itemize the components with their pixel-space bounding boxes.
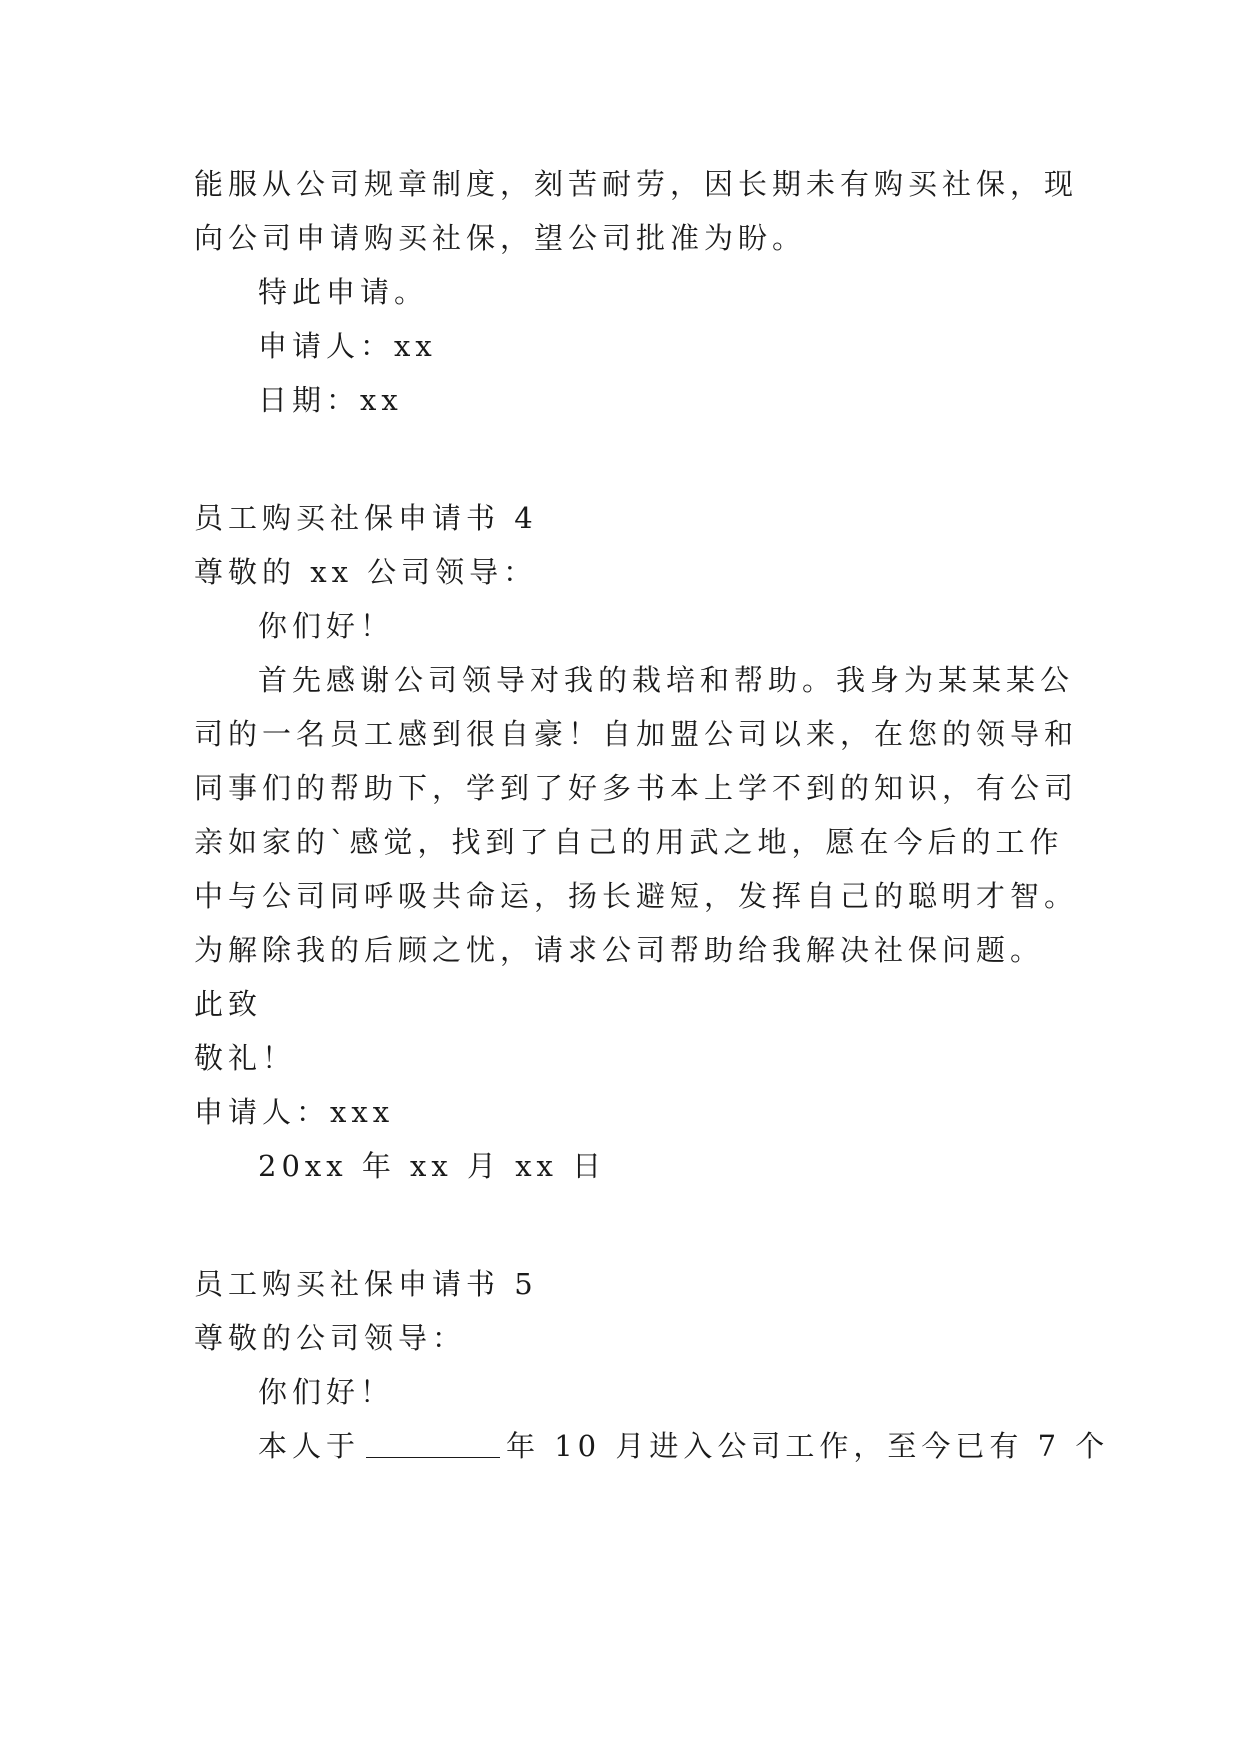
- body-line: 同事们的帮助下，学到了好多书本上学不到的知识，有公司: [194, 771, 1079, 805]
- closing-text: 敬礼！: [194, 1041, 297, 1075]
- greeting: 你们好！: [258, 1375, 395, 1409]
- date-line: 日期：xx: [258, 383, 403, 417]
- body-line: 向公司申请购买社保，望公司批准为盼。: [194, 221, 807, 255]
- section-title: 员工购买社保申请书 4: [194, 501, 538, 535]
- body-line: 司的一名员工感到很自豪！自加盟公司以来，在您的领导和: [194, 717, 1079, 751]
- greeting: 你们好！: [258, 609, 395, 643]
- body-prefix: 本人于: [258, 1429, 361, 1463]
- applicant-line: 申请人：xxx: [194, 1095, 395, 1129]
- fill-in-blank: [366, 1431, 500, 1458]
- body-suffix: 年 10 月进入公司工作，至今已有 7 个: [506, 1429, 1110, 1463]
- closing-text: 此致: [194, 987, 263, 1021]
- body-line: 中与公司同呼吸共命运，扬长避短，发挥自己的聪明才智。: [194, 879, 1079, 913]
- salutation: 尊敬的 xx 公司领导：: [194, 555, 538, 589]
- applicant-line: 申请人：xx: [258, 329, 437, 363]
- body-line: 亲如家的`感觉，找到了自己的用武之地，愿在今后的工作: [194, 825, 1064, 859]
- body-line: 能服从公司规章制度，刻苦耐劳，因长期未有购买社保，现: [194, 167, 1079, 201]
- closing-text: 特此申请。: [258, 275, 429, 309]
- salutation: 尊敬的公司领导：: [194, 1321, 467, 1355]
- section-title: 员工购买社保申请书 5: [194, 1267, 538, 1301]
- body-line: 首先感谢公司领导对我的栽培和帮助。我身为某某某公: [258, 663, 1075, 697]
- body-line: [258, 1426, 1109, 1466]
- date-line: 20xx 年 xx 月 xx 日: [258, 1149, 607, 1183]
- body-line: 为解除我的后顾之忧，请求公司帮助给我解决社保问题。: [194, 933, 1045, 967]
